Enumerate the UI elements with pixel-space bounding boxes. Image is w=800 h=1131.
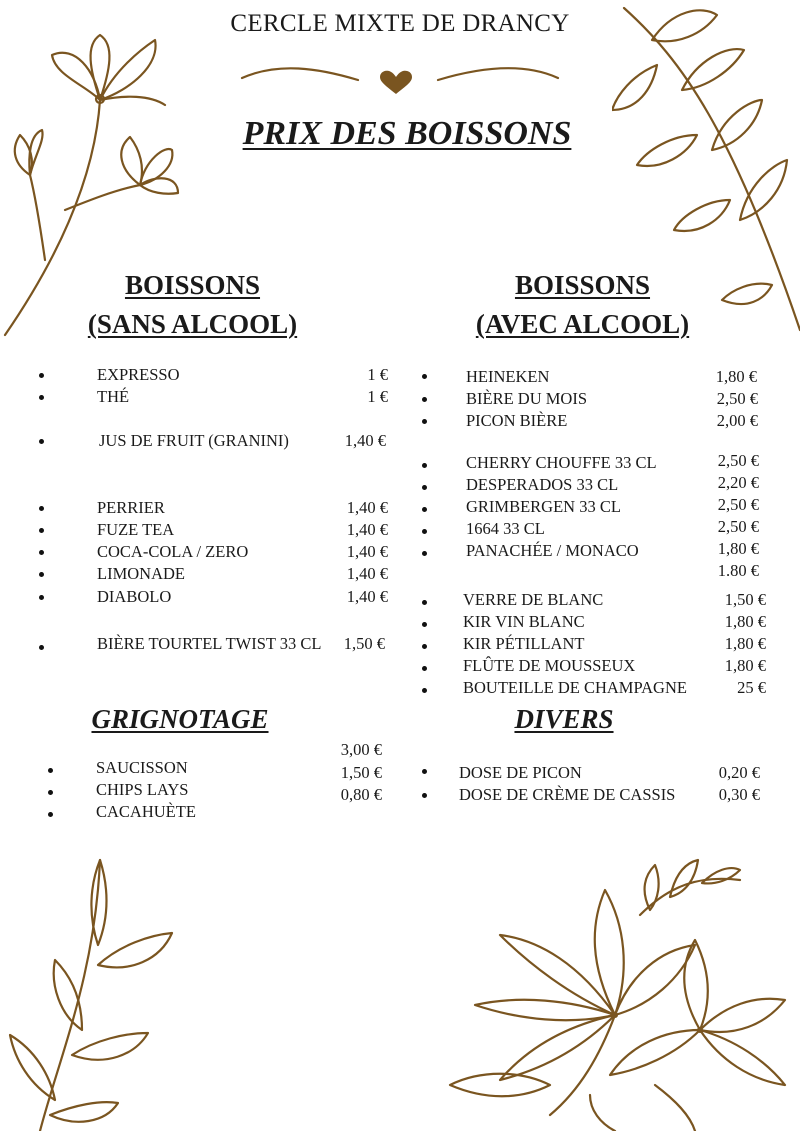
page-title: PRIX DES BOISSONS: [242, 115, 572, 152]
misc-name: DOSE DE CRÈME DE CASSIS: [459, 785, 676, 804]
drink-price: 2,50 €: [717, 495, 759, 514]
misc-name: DOSE DE PICON: [459, 763, 582, 782]
list-bullet: [39, 506, 44, 511]
drink-name: KIR PÉTILLANT: [463, 634, 585, 653]
section-title-line: BOISSONS: [514, 270, 651, 300]
list-bullet: [39, 550, 44, 555]
drink-name: VERRE DE BLANC: [463, 590, 604, 609]
drink-name: BIÈRE DU MOIS: [466, 389, 588, 408]
drink-name: PERRIER: [97, 498, 165, 517]
list-bullet: [422, 769, 427, 774]
list-bullet: [422, 600, 427, 605]
list-bullet: [48, 768, 53, 773]
drink-name: BIÈRE TOURTEL TWIST 33 CL: [97, 634, 322, 653]
list-bullet: [39, 373, 44, 378]
drink-name: PICON BIÈRE: [466, 411, 568, 430]
drink-name: 1664 33 CL: [466, 519, 545, 538]
drink-name: GRIMBERGEN 33 CL: [466, 497, 621, 516]
snack-name: CACAHUÈTE: [96, 802, 196, 821]
section-title-divers: DIVERS: [514, 704, 614, 734]
drink-price: 2,50 €: [717, 451, 759, 470]
drink-price: 2,20 €: [717, 473, 759, 492]
list-bullet: [422, 666, 427, 671]
drink-price: 1,40 €: [346, 542, 388, 561]
drink-name: JUS DE FRUIT (GRANINI): [99, 431, 289, 450]
section-title-avec-alcool: [425, 266, 740, 344]
lilies-bottom-right-decoration: [440, 855, 800, 1131]
section-title-line: BOISSONS: [124, 270, 261, 300]
list-bullet: [422, 551, 427, 556]
drink-price: 1,80 €: [724, 612, 766, 631]
drink-price: 1,80 €: [717, 539, 759, 558]
section-title-line: (AVEC ALCOOL): [475, 309, 690, 339]
drink-name: DIABOLO: [97, 587, 172, 606]
list-bullet: [422, 688, 427, 693]
list-bullet: [422, 529, 427, 534]
list-bullet: [422, 644, 427, 649]
list-bullet: [39, 395, 44, 400]
misc-price: 0,20 €: [718, 763, 760, 782]
drink-name: FLÛTE DE MOUSSEUX: [463, 656, 636, 675]
drink-name: COCA-COLA / ZERO: [97, 542, 249, 561]
list-bullet: [422, 485, 427, 490]
drink-name: LIMONADE: [97, 564, 185, 583]
drink-price: 2,50 €: [717, 517, 759, 536]
drink-name: THÉ: [97, 387, 130, 406]
drink-price: 1,50 €: [343, 634, 385, 653]
snack-name: SAUCISSON: [96, 758, 188, 777]
drink-price: 2,50 €: [716, 389, 758, 408]
drink-price: 2,00 €: [716, 411, 758, 430]
drink-price: 1,40 €: [346, 520, 388, 539]
section-title-grignotage: GRIGNOTAGE: [91, 704, 269, 734]
list-bullet: [422, 507, 427, 512]
list-bullet: [422, 793, 427, 798]
drink-price: 1,80 €: [724, 634, 766, 653]
list-bullet: [422, 419, 427, 424]
list-bullet: [422, 374, 427, 379]
leaves-bottom-left-decoration: [0, 855, 180, 1131]
drink-name: DESPERADOS 33 CL: [466, 475, 619, 494]
snack-price: 3,00 €: [340, 740, 382, 759]
misc-price: 0,30 €: [718, 785, 760, 804]
snack-price: 0,80 €: [340, 785, 382, 804]
snack-name: CHIPS LAYS: [96, 780, 189, 799]
section-title-line: (SANS ALCOOL): [87, 309, 298, 339]
drink-price: 1,40 €: [346, 587, 388, 606]
list-bullet: [422, 463, 427, 468]
list-bullet: [39, 439, 44, 444]
drink-price: 1.80 €: [717, 561, 759, 580]
section-title-sans-alcool: [40, 266, 345, 344]
list-bullet: [48, 790, 53, 795]
drink-price: 25 €: [737, 678, 766, 697]
list-bullet: [39, 528, 44, 533]
drink-name: BOUTEILLE DE CHAMPAGNE: [463, 678, 687, 697]
drink-name: CHERRY CHOUFFE 33 CL: [466, 453, 657, 472]
snack-price: 1,50 €: [340, 763, 382, 782]
drink-price: 1,40 €: [346, 564, 388, 583]
drink-price: 1,80 €: [724, 656, 766, 675]
list-bullet: [39, 645, 44, 650]
list-bullet: [39, 595, 44, 600]
drink-name: PANACHÉE / MONACO: [466, 541, 639, 560]
list-bullet: [48, 812, 53, 817]
drink-name: FUZE TEA: [97, 520, 175, 539]
list-bullet: [422, 622, 427, 627]
heart-divider-ornament: [238, 62, 562, 102]
list-bullet: [39, 572, 44, 577]
drink-price: 1,40 €: [346, 498, 388, 517]
drink-price: 1 €: [367, 365, 388, 384]
drink-price: 1,80 €: [715, 367, 757, 386]
drink-name: HEINEKEN: [466, 367, 550, 386]
drink-price: 1 €: [367, 387, 388, 406]
club-name: CERCLE MIXTE DE DRANCY: [230, 10, 570, 37]
drink-name: KIR VIN BLANC: [463, 612, 585, 631]
drink-price: 1,50 €: [724, 590, 766, 609]
drink-name: EXPRESSO: [97, 365, 180, 384]
list-bullet: [422, 397, 427, 402]
drink-price: 1,40 €: [344, 431, 386, 450]
